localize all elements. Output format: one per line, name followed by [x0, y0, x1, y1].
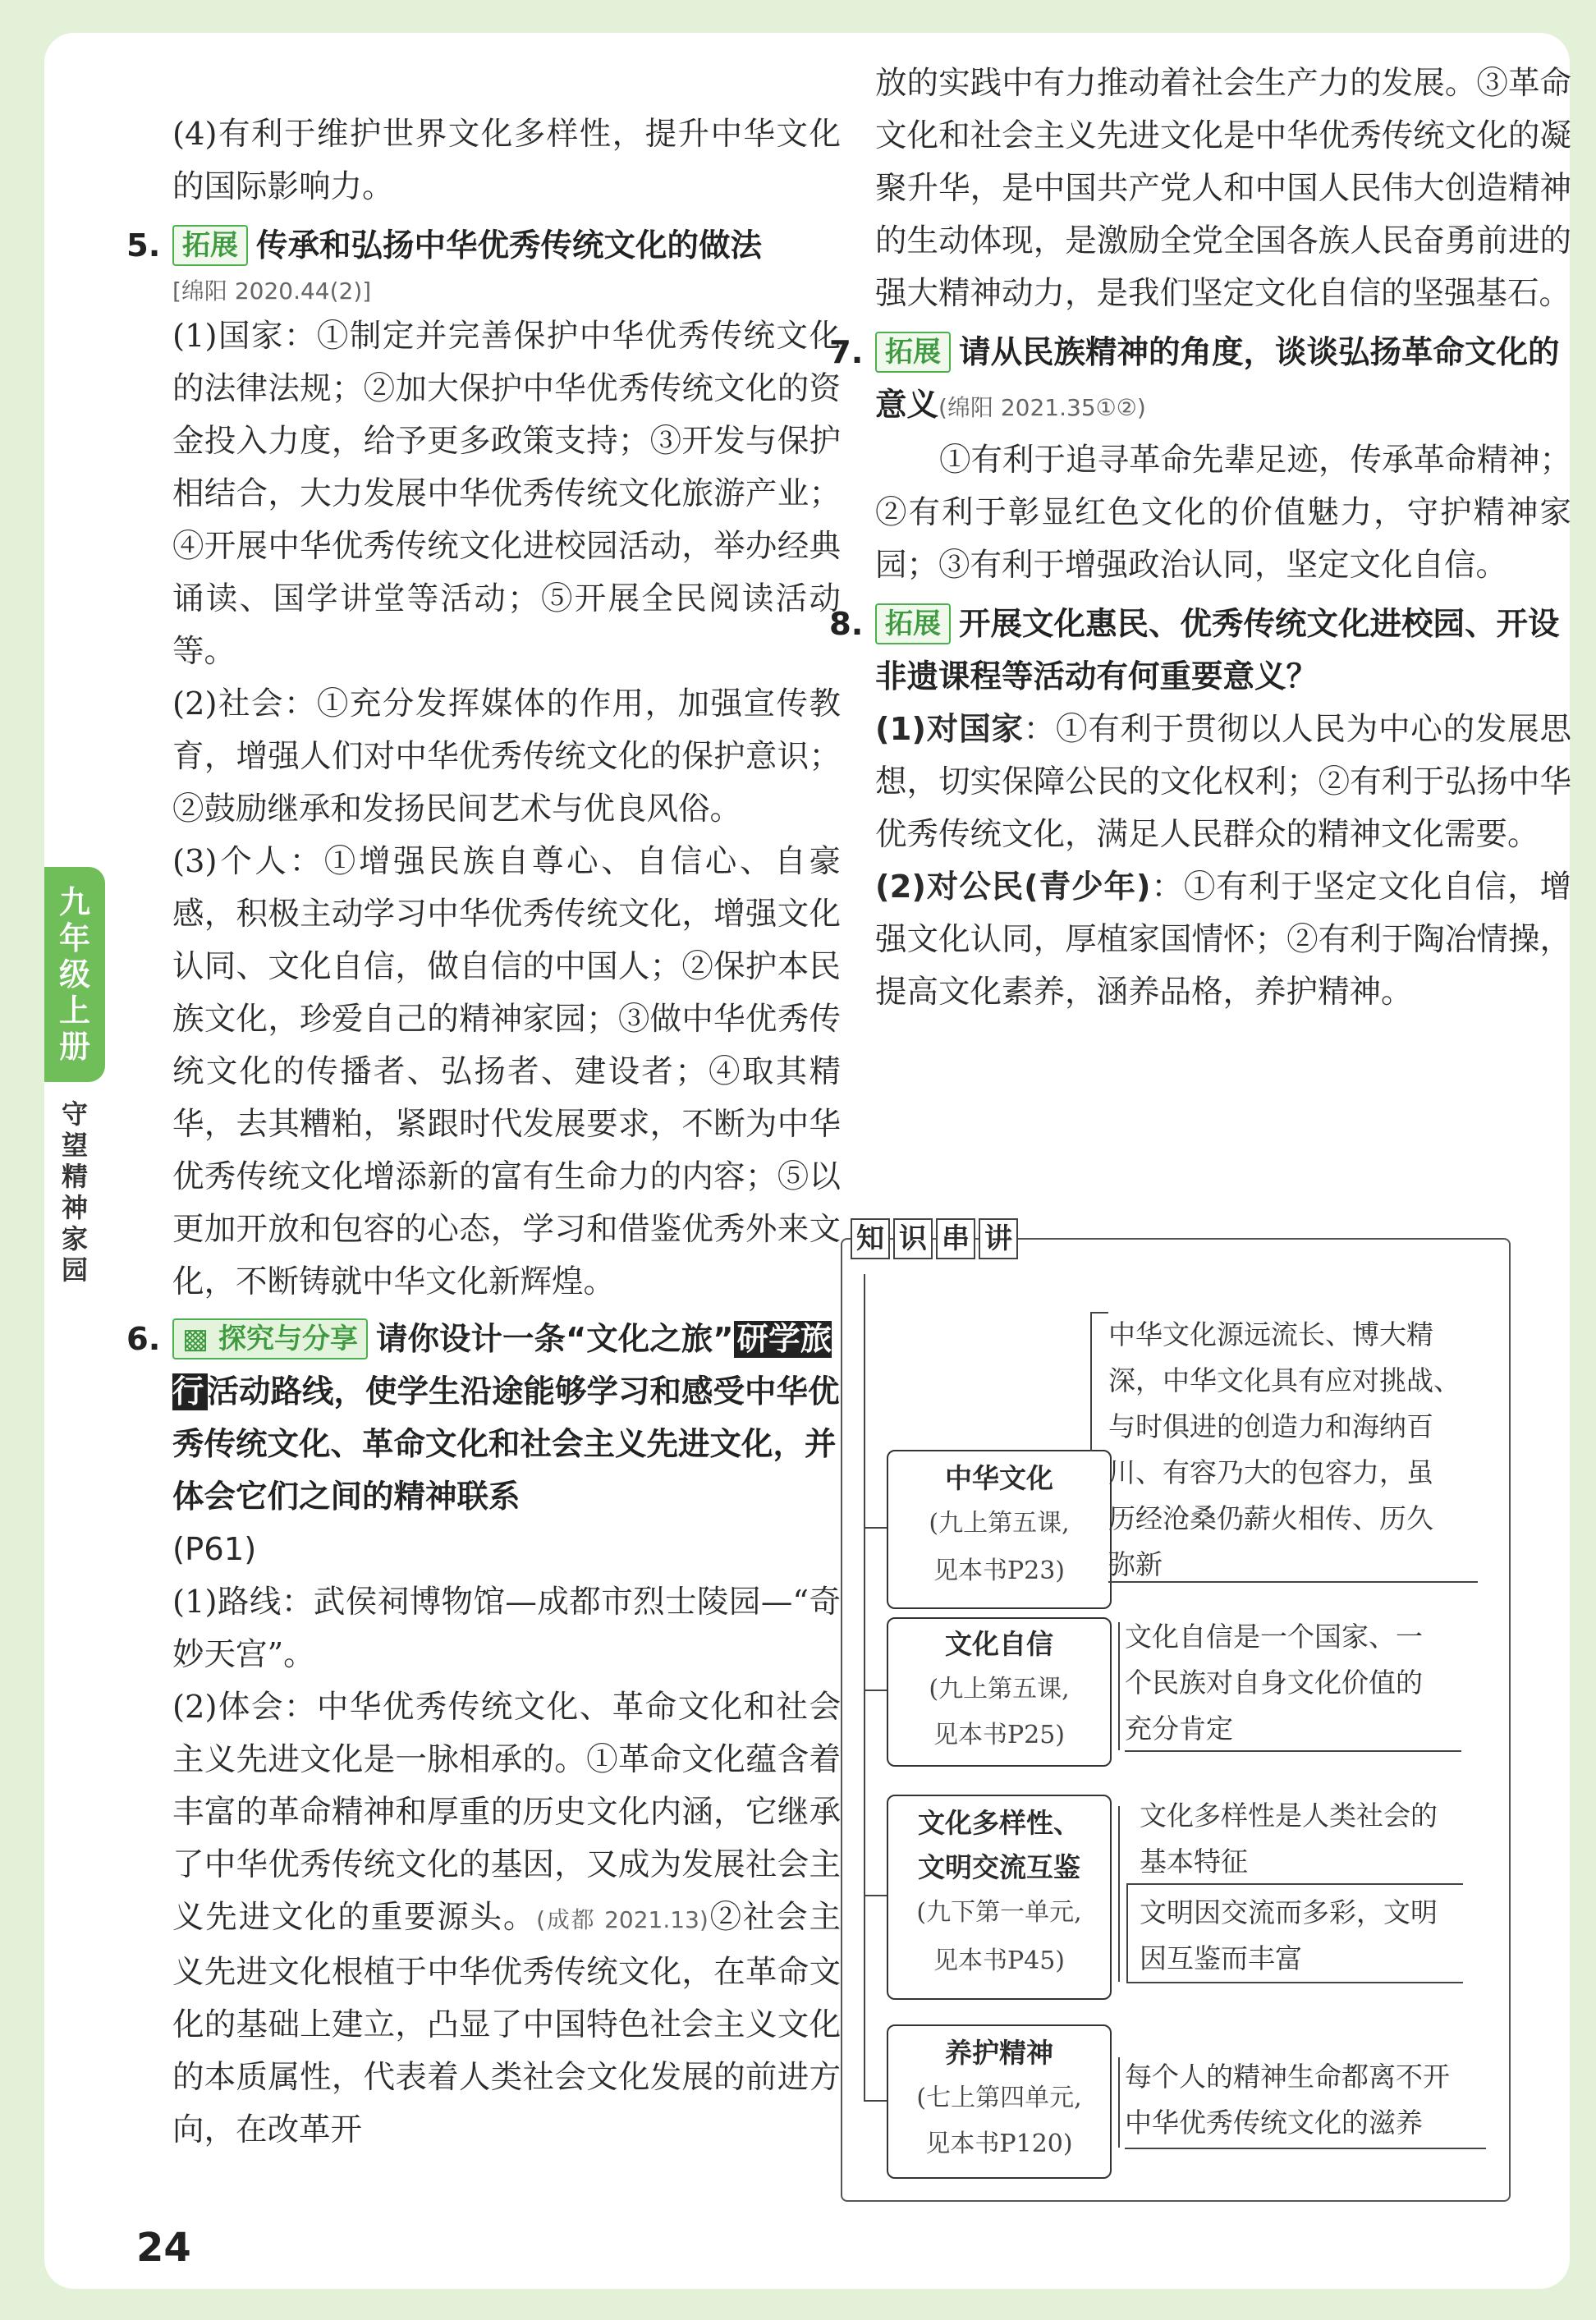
- grade-char: 九: [58, 884, 90, 920]
- node-title: 文化多样性、: [918, 1807, 1080, 1839]
- answer-text: ②社会主义先进文化根植于中华优秀传统文化，在革命文化的基础上建立，凸显了中国特色社会主义文化的本质属性，代表着人类社会文化发展的前进方向，在改革开: [172, 1899, 841, 2148]
- question-title: 传承和弘扬中华优秀传统文化的做法: [256, 227, 763, 264]
- grade-char: 年: [58, 920, 90, 956]
- desc-line: 文明因交流而多彩，文明: [1140, 1896, 1438, 1928]
- tag-badge: 拓展: [875, 332, 951, 373]
- connector: [1118, 2057, 1120, 2148]
- answer-label: (2)对公民(青少年): [875, 869, 1151, 906]
- tag-badge: 拓展: [172, 225, 248, 266]
- tag-badge: [172, 1318, 368, 1359]
- source-note: [绵阳 2020.44(2)]: [172, 277, 372, 305]
- connector: [864, 1527, 887, 1529]
- tag-badge: 拓展: [875, 603, 951, 644]
- node-cultural-confidence: [887, 1617, 1112, 1767]
- question-8: [829, 598, 1571, 704]
- node-title: 中华文化: [945, 1462, 1053, 1494]
- underline: [1126, 1982, 1463, 1983]
- node-ref: 见本书P120): [925, 2130, 1073, 2158]
- connector: [864, 2100, 887, 2102]
- node-ref: (七上第四单元,: [916, 2084, 1082, 2112]
- header-char: 知: [851, 1218, 890, 1259]
- question-title: 开展文化惠民、优秀传统文化进校园、开设非遗课程等活动有何重要意义？: [875, 606, 1560, 695]
- connector: [864, 1895, 887, 1896]
- node-cultural-diversity: [887, 1795, 1112, 2000]
- desc-line: 文化自信是一个国家、一: [1125, 1621, 1423, 1653]
- connector: [1118, 1622, 1120, 1750]
- grade-char: 上: [58, 993, 90, 1029]
- desc-line: 深，中华文化具有应对挑战、: [1108, 1364, 1461, 1396]
- question-number: 5.: [126, 227, 161, 264]
- paragraph: (4)有利于维护世界文化多样性，提升中华文化的国际影响力。: [172, 116, 841, 205]
- grade-label: [44, 867, 105, 1082]
- left-column: [126, 108, 841, 2157]
- header-char: 识: [893, 1218, 933, 1259]
- desc-line: 川、有容乃大的包容力，虽: [1108, 1456, 1433, 1488]
- desc-line: 中华文化源远流长、博大精: [1108, 1318, 1433, 1350]
- knowledge-header: [851, 1218, 1021, 1259]
- answer-paragraph: (1)路线：武侯祠博物馆—成都市烈士陵园—“奇妙天宫”。: [172, 1584, 841, 1673]
- node-description: [1125, 2054, 1502, 2146]
- node-ref: 见本书P23): [933, 1557, 1066, 1585]
- topic-char: 守: [61, 1098, 88, 1130]
- node-title: 文化自信: [945, 1628, 1053, 1660]
- node-ref: (九下第一单元,: [916, 1898, 1082, 1927]
- node-ref: (九上第五课,: [929, 1675, 1070, 1703]
- topic-char: 园: [61, 1254, 88, 1286]
- node-title: 文明交流互鉴: [918, 1851, 1080, 1883]
- connector: [864, 1690, 887, 1691]
- grade-char: 册: [58, 1029, 90, 1065]
- desc-line: 历经沧桑仍薪火相传、历久: [1108, 1502, 1433, 1534]
- question-title: 活动路线，使学生沿途能够学习和感受中华优秀传统文化、革命文化和社会主义先进文化，并体会它们之间的精神联系: [172, 1373, 840, 1515]
- node-nurture-spirit: [887, 2024, 1112, 2179]
- node-description: [1125, 1614, 1486, 1752]
- node-ref: 见本书P45): [933, 1946, 1066, 1975]
- underline: [1125, 2148, 1486, 2149]
- grade-char: 级: [58, 956, 90, 993]
- question-title: 请你设计一条“文化之旅”: [375, 1321, 734, 1358]
- connector: [1090, 1312, 1092, 1451]
- book-icon: ▩: [182, 1323, 209, 1355]
- question-number: 6.: [126, 1321, 161, 1358]
- topic-char: 家: [61, 1223, 88, 1254]
- desc-line: 个民族对自身文化价值的: [1125, 1667, 1423, 1699]
- node-title: 养护精神: [945, 2037, 1053, 2069]
- question-6: [126, 1314, 841, 1524]
- connector: [1090, 1312, 1108, 1314]
- header-char: 讲: [979, 1218, 1018, 1259]
- desc-line: 基本特征: [1140, 1845, 1248, 1878]
- topic-char: 神: [61, 1192, 88, 1223]
- question-7: [829, 327, 1571, 434]
- desc-line: 充分肯定: [1125, 1712, 1233, 1745]
- question-number: 8.: [829, 606, 864, 643]
- topic-char: 望: [61, 1130, 88, 1161]
- answer-paragraph: [875, 861, 1571, 1019]
- desc-line: 因互鉴而丰富: [1140, 1942, 1302, 1974]
- node-description: [1140, 1793, 1484, 1885]
- topic-char: 精: [61, 1161, 88, 1192]
- answer-text: ：①有利于坚定文化自信，增强文化认同，厚植家国情怀；②有利于陶冶情操，提高文化素养，涵养品格，养护精神。: [875, 869, 1571, 1011]
- highlight-term: 研学旅行: [172, 1321, 832, 1410]
- page-number: 24: [136, 2225, 191, 2271]
- desc-line: 每个人的精神生命都离不开: [1125, 2061, 1450, 2093]
- source-note: (绵阳 2021.35①②): [938, 394, 1146, 421]
- answer-paragraph: [126, 1681, 841, 2157]
- right-column: [829, 57, 1572, 1019]
- question-title: 请从民族精神的角度，谈谈弘扬革命文化的意义: [875, 334, 1560, 424]
- answer-paragraph: [875, 704, 1571, 861]
- connector: [1126, 1883, 1128, 1982]
- connector: [1118, 1806, 1120, 1982]
- topic-label: [44, 1098, 105, 1286]
- question-number: 7.: [829, 334, 864, 371]
- underline: [1125, 1750, 1461, 1752]
- source-note: (成都 2021.13): [536, 1906, 709, 1933]
- answer-paragraph: ①有利于追寻革命先辈足迹，传承革命精神；②有利于彰显红色文化的价值魅力，守护精神家园；③有利于增强政治认同，坚定文化自信。: [875, 442, 1572, 584]
- answer-paragraph: (3)个人：①增强民族自尊心、自信心、自豪感，积极主动学习中华优秀传统文化，增强文化认同、文化自信，做自信的中国人；②保护本民族文化，珍爱自己的精神家园；③做中华优秀传统文化的传播者、弘扬者、建设者；④取其精华，去其糟粕，紧跟时代发展要求，不断为中华优秀传统文化增添新的富有生命力的内容；⑤以更加开放和包容的心态，学习和借鉴优秀外来文化，不断铸就中华文化新辉煌。: [172, 843, 841, 1300]
- page-reference: (P61): [172, 1531, 257, 1568]
- answer-paragraph: (1)国家：①制定并完善保护中华优秀传统文化的法律法规；②加大保护中华优秀传统文化的资金投入力度，给予更多政策支持；③开发与保护相结合，大力发展中华优秀传统文化旅游产业；④开展中华优秀传统文化进校园活动，举办经典诵读、国学讲堂等活动；⑤开展全民阅读活动等。: [172, 318, 841, 670]
- desc-line: 与时俱进的创造力和海纳百: [1108, 1410, 1433, 1442]
- header-char: 串: [936, 1218, 975, 1259]
- node-ref: (九上第五课,: [929, 1509, 1070, 1538]
- desc-line: 中华优秀传统文化的滋养: [1125, 2107, 1423, 2139]
- underline: [1126, 1883, 1463, 1885]
- desc-line: 文化多样性是人类社会的: [1140, 1800, 1438, 1832]
- node-description: [1108, 1312, 1494, 1588]
- answer-text: (2)体会：中华优秀传统文化、革命文化和社会主义先进文化是一脉相承的。①革命文化蕴含着丰富的革命精神和厚重的历史文化内涵，它继承了中华优秀传统文化的基因，又成为发展社会主义先进文化的重要源头。: [172, 1689, 841, 1936]
- connector: [864, 1274, 865, 2100]
- answer-paragraph: (2)社会：①充分发挥媒体的作用，加强宣传教育，增强人们对中华优秀传统文化的保护意识；②鼓励继承和发扬民间艺术与优良风俗。: [172, 685, 841, 828]
- node-chinese-culture: [887, 1450, 1112, 1609]
- desc-line: 弥新: [1108, 1548, 1163, 1580]
- node-ref: 见本书P25): [933, 1721, 1066, 1749]
- tag-label: 探究与分享: [218, 1323, 358, 1355]
- answer-text: ：①有利于贯彻以人民为中心的发展思想，切实保障公民的文化权利；②有利于弘扬中华优秀传统文化，满足人民群众的精神文化需要。: [875, 711, 1571, 853]
- sidebar: [44, 867, 105, 1286]
- answer-label: (1)对国家: [875, 711, 1024, 748]
- node-description: [1140, 1890, 1484, 1982]
- paragraph: 放的实践中有力推动着社会生产力的发展。③革命文化和社会主义先进文化是中华优秀传统文化的凝聚升华，是中国共产党人和中国人民伟大创造精神的生动体现，是激励全党全国各族人民奋勇前进的强大精神动力，是我们坚定文化自信的坚强基石。: [875, 65, 1571, 312]
- underline: [1108, 1581, 1478, 1583]
- question-5: [126, 220, 841, 273]
